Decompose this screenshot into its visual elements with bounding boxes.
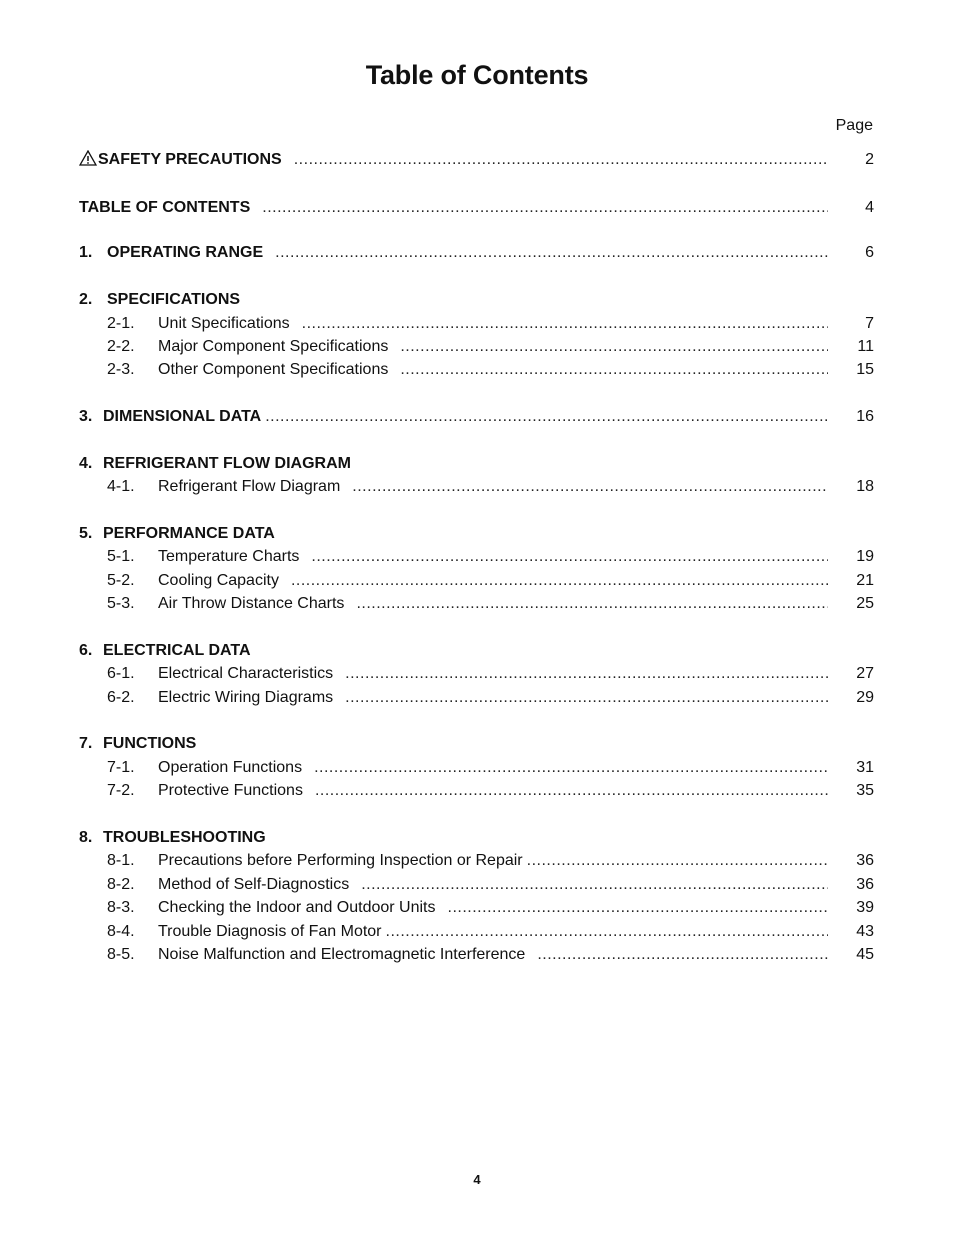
toc-section-troubleshooting[interactable]: [79, 827, 874, 849]
dot-leader: [314, 757, 828, 779]
toc-entry-page: 43: [856, 923, 874, 940]
toc-entry-page: 36: [856, 876, 874, 893]
toc-section-electrical-data[interactable]: [79, 640, 874, 662]
toc-entry-number: 6.: [79, 642, 93, 659]
toc-entry-operation-functions[interactable]: [79, 757, 874, 779]
toc-entry-label: Trouble Diagnosis of Fan Motor: [158, 923, 382, 940]
toc-entry-label: OPERATING RANGE: [107, 244, 264, 261]
warning-triangle-icon: [79, 150, 97, 166]
toc-entry-number: 7-2.: [107, 782, 135, 799]
dot-leader: [352, 476, 828, 498]
toc-entry-number: 3.: [79, 408, 93, 425]
toc-entry-page: 21: [856, 572, 874, 589]
toc-entry-number: 2-3.: [107, 361, 135, 378]
toc-entry-number: 7-1.: [107, 759, 135, 776]
toc-entry-number: 2.: [79, 291, 93, 308]
toc-entry-label: Refrigerant Flow Diagram: [158, 478, 341, 495]
toc-entry-page: 18: [856, 478, 874, 495]
toc-entry-label: FUNCTIONS: [103, 735, 197, 752]
toc-entry-page: 7: [865, 315, 874, 332]
toc-entry-number: 5-1.: [107, 548, 135, 565]
toc-entry-number: 8-3.: [107, 899, 135, 916]
toc-entry-safety-precautions[interactable]: [79, 149, 874, 171]
toc-entry-protective-functions[interactable]: [79, 780, 874, 802]
toc-entry-page: 39: [856, 899, 874, 916]
toc-entry-number: 2-2.: [107, 338, 135, 355]
dot-leader: [527, 850, 828, 872]
toc-entry-page: 35: [856, 782, 874, 799]
toc-entry-page: 2: [865, 151, 874, 168]
toc-entry-table-of-contents[interactable]: [79, 197, 874, 219]
toc-entry-number: 8-5.: [107, 946, 135, 963]
dot-leader: [302, 313, 828, 335]
toc-entry-label: Other Component Specifications: [158, 361, 389, 378]
toc-entry-label: Operation Functions: [158, 759, 303, 776]
toc-entry-refrigerant-flow-diagram[interactable]: [79, 476, 874, 498]
dot-leader: [386, 921, 828, 943]
dot-leader: [400, 336, 828, 358]
toc-entry-number: 6-1.: [107, 665, 135, 682]
dot-leader: [361, 874, 828, 896]
dot-leader: [315, 780, 828, 802]
toc-entry-number: 5.: [79, 525, 93, 542]
toc-entry-number: 8-2.: [107, 876, 135, 893]
dot-leader: [265, 406, 828, 428]
toc-entry-label: Protective Functions: [158, 782, 303, 799]
toc-entry-page: 6: [865, 244, 874, 261]
toc-entry-page: 19: [856, 548, 874, 565]
toc-entry-number: 4-1.: [107, 478, 135, 495]
toc-section-functions[interactable]: [79, 733, 874, 755]
toc-entry-major-component-specifications[interactable]: [79, 336, 874, 358]
toc-entry-page: 29: [856, 689, 874, 706]
toc-entry-operating-range[interactable]: [79, 242, 874, 264]
toc-section-performance-data[interactable]: [79, 523, 874, 545]
toc-entry-electric-wiring-diagrams[interactable]: [79, 687, 874, 709]
toc-entry-page: 36: [856, 852, 874, 869]
dot-leader: [345, 663, 828, 685]
toc-entry-page: 4: [865, 199, 874, 216]
dot-leader: [311, 546, 828, 568]
toc-entry-label: Precautions before Performing Inspection or Repair: [158, 852, 523, 869]
toc-entry-label: SAFETY PRECAUTIONS: [79, 149, 282, 171]
dot-leader: [400, 359, 828, 381]
toc-entry-number: 8-4.: [107, 923, 135, 940]
toc-entry-noise-malfunction[interactable]: [79, 944, 874, 966]
toc-entry-unit-specifications[interactable]: [79, 313, 874, 335]
dot-leader: [537, 944, 828, 966]
toc-entry-label: TABLE OF CONTENTS: [79, 199, 251, 216]
toc-entry-label: SPECIFICATIONS: [107, 291, 241, 308]
toc-entry-page: 31: [856, 759, 874, 776]
dot-leader: [356, 593, 828, 615]
toc-entry-page: 16: [856, 408, 874, 425]
dot-leader: [345, 687, 828, 709]
page-title: Table of Contents: [365, 60, 589, 90]
toc-entry-label: Method of Self-Diagnostics: [158, 876, 350, 893]
toc-entry-electrical-characteristics[interactable]: [79, 663, 874, 685]
toc-entry-fan-motor-diagnosis[interactable]: [79, 921, 874, 943]
toc-entry-label: ELECTRICAL DATA: [103, 642, 251, 659]
toc-entry-label: Electrical Characteristics: [158, 665, 334, 682]
toc-entry-number: 4.: [79, 455, 93, 472]
toc-entry-number: 8-1.: [107, 852, 135, 869]
toc-entry-label: Major Component Specifications: [158, 338, 389, 355]
toc-entry-page: 45: [856, 946, 874, 963]
page-column-header: Page: [835, 117, 873, 134]
toc-entry-page: 27: [856, 665, 874, 682]
toc-entry-other-component-specifications[interactable]: [79, 359, 874, 381]
toc-entry-page: 25: [856, 595, 874, 612]
toc-section-refrigerant-flow-diagram[interactable]: [79, 453, 874, 475]
toc-entry-label: PERFORMANCE DATA: [103, 525, 275, 542]
toc-entry-label: Temperature Charts: [158, 548, 300, 565]
toc-entry-number: 5-2.: [107, 572, 135, 589]
toc-entry-self-diagnostics[interactable]: [79, 874, 874, 896]
toc-entry-precautions-before-inspection[interactable]: [79, 850, 874, 872]
toc-entry-number: 2-1.: [107, 315, 135, 332]
toc-entry-label: Unit Specifications: [158, 315, 290, 332]
dot-leader: [262, 197, 828, 219]
dot-leader: [291, 570, 828, 592]
dot-leader: [275, 242, 828, 264]
toc-entry-label: Checking the Indoor and Outdoor Units: [158, 899, 436, 916]
toc-entry-cooling-capacity[interactable]: [79, 570, 874, 592]
toc-entry-number: 1.: [79, 244, 93, 261]
toc-entry-label: REFRIGERANT FLOW DIAGRAM: [103, 455, 351, 472]
toc-entry-number: 5-3.: [107, 595, 135, 612]
toc-entry-number: 7.: [79, 735, 93, 752]
toc-entry-label: Cooling Capacity: [158, 572, 279, 589]
dot-leader: [294, 149, 828, 171]
toc-entry-number: 6-2.: [107, 689, 135, 706]
toc-entry-label: Air Throw Distance Charts: [158, 595, 345, 612]
toc-entry-label: DIMENSIONAL DATA: [103, 408, 262, 425]
toc-entry-page: 15: [856, 361, 874, 378]
toc-entry-air-throw-distance-charts[interactable]: [79, 593, 874, 615]
toc-entry-number: 8.: [79, 829, 93, 846]
toc-entry-label: Noise Malfunction and Electromagnetic Interference: [158, 946, 526, 963]
toc-entry-dimensional-data[interactable]: [79, 406, 874, 428]
toc-entry-label: TROUBLESHOOTING: [103, 829, 266, 846]
page-number: 4: [473, 1172, 481, 1187]
toc-entry-temperature-charts[interactable]: [79, 546, 874, 568]
toc-section-specifications[interactable]: [79, 289, 874, 311]
toc-entry-page: 11: [857, 338, 874, 355]
toc-entry-label: Electric Wiring Diagrams: [158, 689, 334, 706]
dot-leader: [448, 897, 829, 919]
toc-entry-checking-units[interactable]: [79, 897, 874, 919]
